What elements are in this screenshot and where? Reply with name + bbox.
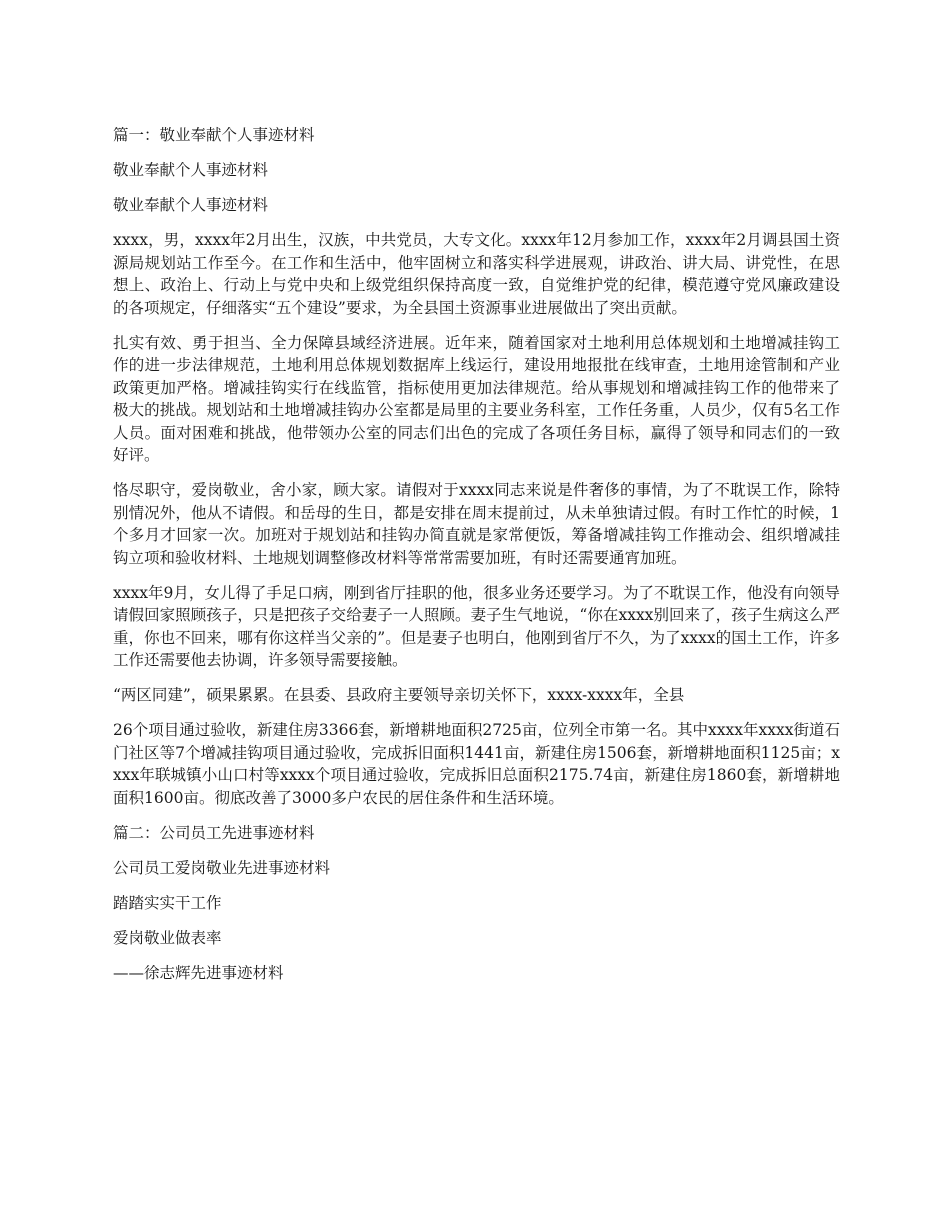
document-subtitle: 爱岗敬业做表率	[113, 928, 222, 947]
body-paragraph: xxxx，男，xxxx年2月出生，汉族，中共党员，大专文化。xxxx年12月参加工作，xxxx年2月调县国土资源局规划站工作至今。在工作和生活中，他牢固树立和落实科学进展观，讲政治、讲大局、讲党性，在思想上、政治上、行动上与党中央和上级党组织保持高度一致，自觉维护党的纪律，模范遵守党风廉政建设的各项规定，仔细落实“五个建设”要求，为全县国土资源事业进展做出了突出贡献。	[113, 231, 840, 317]
body-paragraph: 恪尽职守，爱岗敬业，舍小家，顾大家。请假对于xxxx同志来说是件奢侈的事情，为了不耽误工作，除特别情况外，他从不请假。和岳母的生日，都是安排在周末提前过，从未单独请过假。有时工作忙的时候，1个多月才回家一次。加班对于规划站和挂钩办简直就是家常便饭，筹备增减挂钩工作推动会、组织增减挂钩立项和验收材料、土地规划调整修改材料等常常需要加班，有时还需要通宵加班。	[113, 481, 840, 567]
body-paragraph: 扎实有效、勇于担当、全力保障县域经济进展。近年来，随着国家对土地利用总体规划和土地增减挂钩工作的进一步法律规范，土地利用总体规划数据库上线运行，建设用地报批在线审查，土地用途管制和产业政策更加严格。增减挂钩实行在线监管，指标使用更加法律规范。给从事规划和增减挂钩工作的他带来了极大的挑战。规划站和土地增减挂钩办公室都是局里的主要业务科室，工作任务重，人员少，仅有5名工作人员。面对困难和挑战，他带领办公室的同志们出色的完成了各项任务目标，赢得了领导和同志们的一致好评。	[113, 333, 840, 464]
body-paragraph: xxxx年9月，女儿得了手足口病，刚到省厅挂职的他，很多业务还要学习。为了不耽误工作，他没有向领导请假回家照顾孩子，只是把孩子交给妻子一人照顾。妻子生气地说，“你在xxxx别回来了，孩子生病这么严重，你也不回来，哪有你这样当父亲的”。但是妻子也明白，他刚到省厅不久，为了xxxx的国土工作，许多工作还需要他去协调，许多领导需要接触。	[113, 583, 840, 669]
body-paragraph: 26个项目通过验收，新建住房3366套，新增耕地面积2725亩，位列全市第一名。其中xxxx年xxxx街道石门社区等7个增减挂钩项目通过验收，完成拆旧面积1441亩，新建住房1506套，新增耕地面积1125亩；xxxx年联城镇小山口村等xxxx个项目通过验收，完成拆旧总面积2175.74亩，新建住房1860套，新增耕地面积1600亩。彻底改善了3000多户农民的居住条件和生活环境。	[113, 721, 840, 807]
document-subtitle: 敬业奉献个人事迹材料	[113, 196, 269, 214]
document-subtitle: 踏踏实实干工作	[113, 893, 222, 912]
document-byline: ——徐志辉先进事迹材料	[113, 963, 284, 982]
body-paragraph: “两区同建”，硕果累累。在县委、县政府主要领导亲切关怀下，xxxx-xxxx年，全县	[113, 686, 685, 704]
section-heading: 篇二：公司员工先进事迹材料	[113, 823, 315, 842]
document-page	[113, 124, 840, 997]
document-title: 敬业奉献个人事迹材料	[113, 161, 269, 179]
section-heading: 篇一：敬业奉献个人事迹材料	[113, 126, 315, 144]
document-title: 公司员工爱岗敬业先进事迹材料	[113, 858, 331, 877]
